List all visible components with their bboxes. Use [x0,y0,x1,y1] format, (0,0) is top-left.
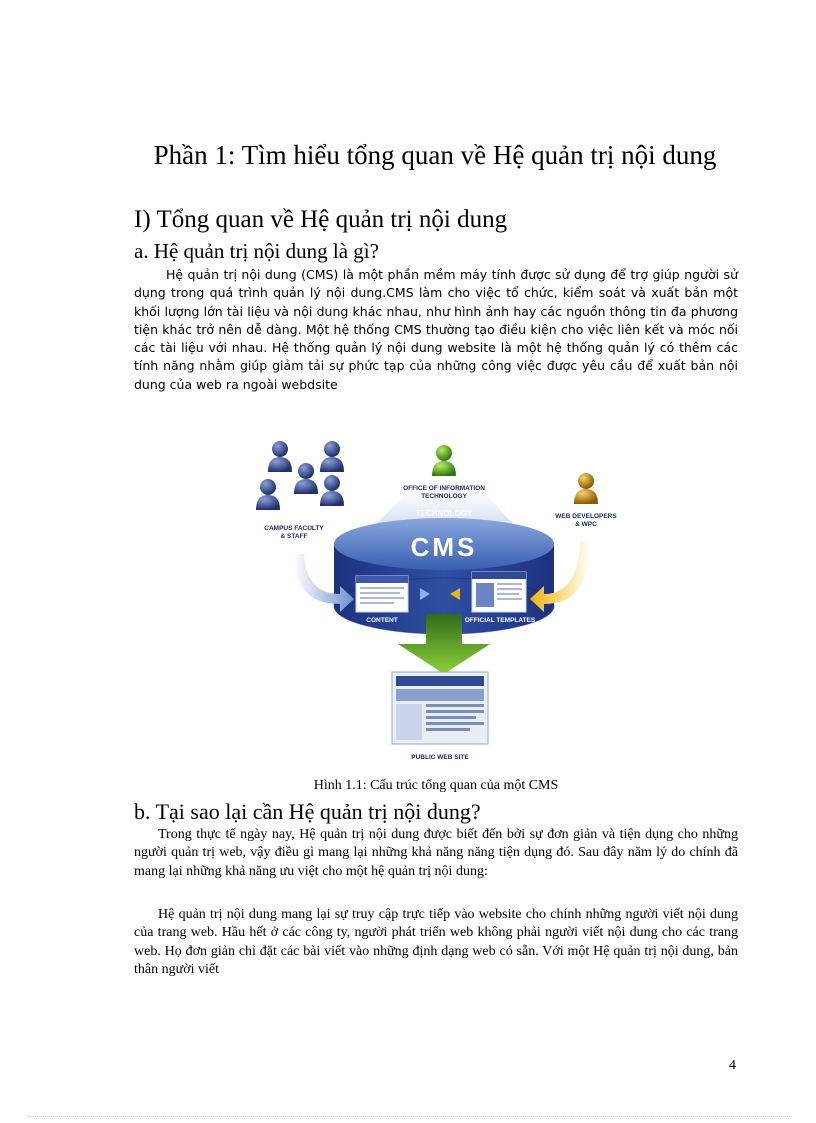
content-screen [356,576,408,612]
developer-label-line-2: & WPC [575,521,597,528]
developer-label-line-1: WEB DEVELOPERS [555,513,617,520]
public-website-screen [392,672,488,744]
content-label: CONTENT [366,617,398,624]
faculty-people-group [256,441,344,510]
oit-label-line-1: OFFICE OF INFORMATION [403,485,485,492]
cms-diagram [244,436,636,766]
paragraph-cms-definition [134,266,738,394]
person-icon [294,463,318,494]
oit-person-icon [432,445,456,476]
paragraph-why-cms [134,826,738,881]
oit-label-echo: TECHNOLOGY [415,509,473,518]
cms-diagram-svg [244,436,636,766]
person-icon [268,441,292,472]
public-site-label: PUBLIC WEB SITE [411,754,469,761]
paragraph-1-text: Hệ quản trị nội dung (CMS) là một phần mềm máy tính được sử dụng để trợ giúp người sử dụng trong quá trình quản lý nội dung.CMS làm cho việc tổ chức, kiểm soát và xuất bản một khối lượng lớn tài liệu và nội dung khác nhau, như hình ảnh hay các nguồn thông tin đa phương tiện khác trở nên dễ dàng. Một hệ thống CMS thường tạo điều kiện cho việc liên kết và móc nối các tài liệu với nhau. Hệ thống quản lý nội dung website là một hệ thống quản lý có thêm các tính năng nhằm giúp giảm tải sự phức tạp của những công việc được yêu cầu để xuất bản nội dung của web ra ngoài webdsite [134,267,738,392]
person-icon [256,479,280,510]
person-icon [320,441,344,472]
faculty-label-line-2: & STAFF [280,533,308,540]
oit-label-line-2: TECHNOLOGY [421,493,467,500]
page-number: 4 [729,1058,736,1073]
figure-caption: Hình 1.1: Cấu trúc tổng quan của một CMS [313,778,559,793]
person-icon [320,475,344,506]
subsection-heading-b: b. Tại sao lại cần Hệ quản trị nội dung? [134,799,481,824]
paragraph-3-text: Hệ quản trị nội dung mang lại sự truy cập trực tiếp vào website cho chính những người viết nội dung của trang web. Hầu hết ở các công ty, người phát triển web không phải người viết nội dung cho các trang web. Họ đơn giản chỉ đặt các bài viết vào những định dạng web có sẵn. Với một Hệ quản trị nội dung, bản thân người viết [134,907,738,977]
faculty-label-line-1: CAMPUS FACULTY [264,525,324,532]
developer-person-icon [574,473,598,504]
paragraph-2-text: Trong thực tế ngày nay, Hệ quản trị nội dung được biết đến bởi sự đơn giản và tiện dụng cho những người quản trị web, vậy điều gì mang lại những khả năng năng tiện dụng đó. Sau đây năm lý do chính đã mang lại những khả năng ưu việt cho một hệ quản trị nội dung: [134,827,738,879]
page-title: Phần 1: Tìm hiểu tổng quan về Hệ quản trị nội dung [153,140,717,170]
templates-screen [472,572,526,612]
section-heading: I) Tổng quan về Hệ quản trị nội dung [134,206,508,233]
page-bottom-divider [28,1116,792,1117]
subsection-heading-a: a. Hệ quản trị nội dung là gì? [134,239,379,263]
templates-label: OFFICIAL TEMPLATES [464,617,536,624]
paragraph-direct-access [134,906,738,979]
cms-label: CMS [410,532,478,562]
